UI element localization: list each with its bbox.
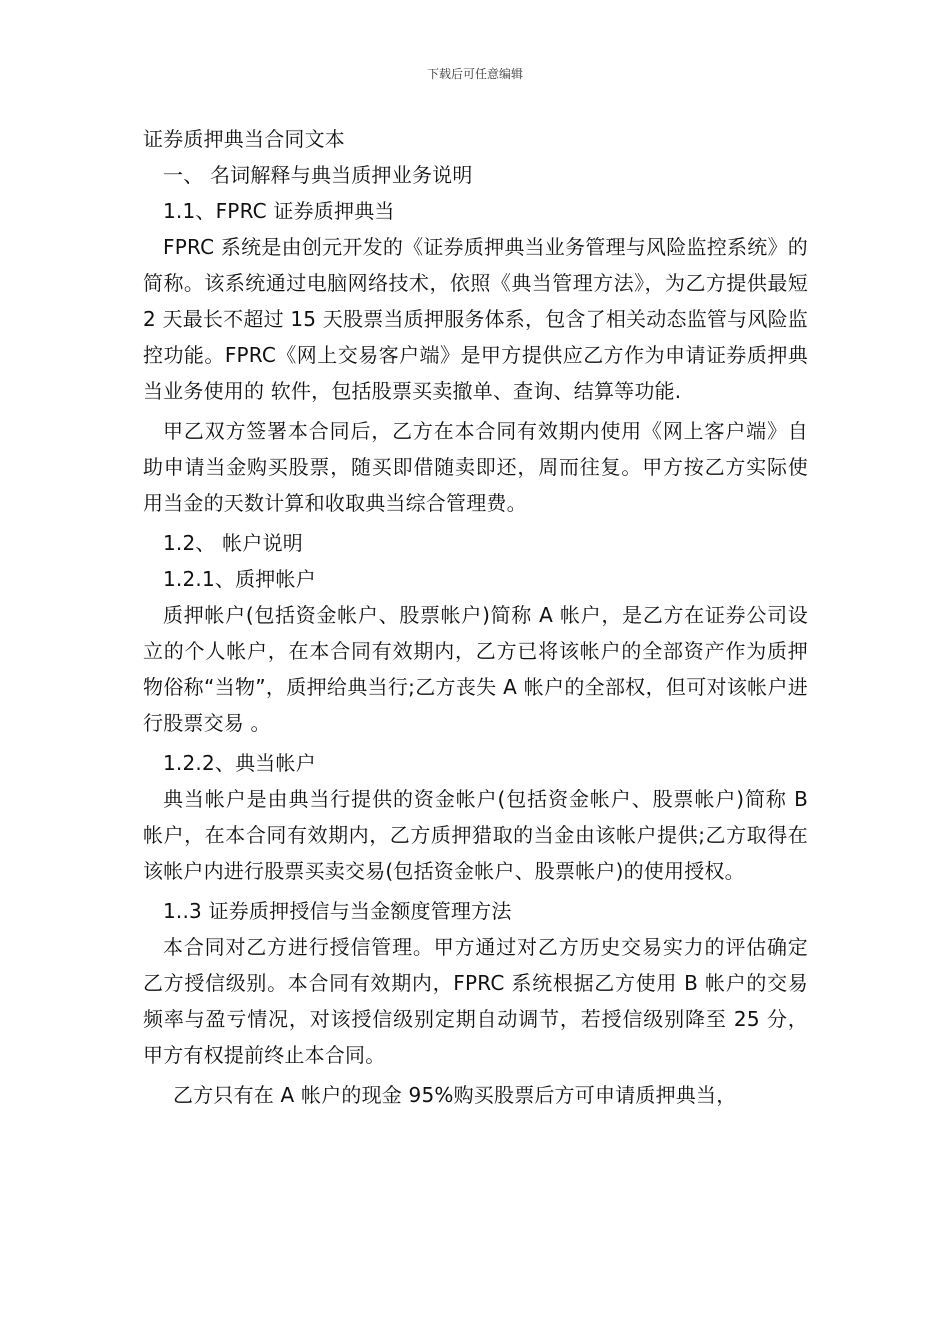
paragraph-1-1-a: FPRC 系统是由创元开发的《证券质押典当业务管理与风险监控系统》的简称。该系统通过电脑网络技术，依照《典当管理方法》，为乙方提供最短 2 天最长不超过 15 天股票当质押服务体系，包含了相关动态监管与风险监控功能。FPRC《网上交易客户端》是甲方提供应乙方作为申请证券质押典当业务使用的 软件，包括股票买卖撤单、查询、结算等功能. (143, 235, 808, 403)
document-title: 证券质押典当合同文本 (143, 127, 345, 151)
section-heading-1-2-2: 1.2.2、典当帐户 (163, 751, 316, 775)
document-body (143, 121, 808, 1113)
paragraph-1-3-a: 本合同对乙方进行授信管理。甲方通过对乙方历史交易实力的评估确定乙方授信级别。本合同有效期内，FPRC 系统根据乙方使用 B 帐户的交易频率与盈亏情况，对该授信级别定期自动调节，若授信级别降至 25 分，甲方有权提前终止本合同。 (143, 935, 808, 1067)
paragraph-1-2-1: 质押帐户(包括资金帐户、股票帐户)简称 A 帐户，是乙方在证券公司设立的个人帐户，在本合同有效期内，乙方已将该帐户的全部资产作为质押物俗称“当物”，质押给典当行;乙方丧失 A 帐户的全部权，但可对该帐户进行股票交易 。 (143, 603, 808, 735)
section-heading-1: 一、 名词解释与典当质押业务说明 (163, 163, 473, 187)
paragraph-1-1-b: 甲乙双方签署本合同后，乙方在本合同有效期内使用《网上客户端》自助申请当金购买股票，随买即借随卖即还，周而往复。甲方按乙方实际使用当金的天数计算和收取典当综合管理费。 (143, 419, 808, 515)
paragraph-1-3-b: 乙方只有在 A 帐户的现金 95%购买股票后方可申请质押典当， (173, 1083, 737, 1107)
section-heading-1-2: 1.2、 帐户说明 (163, 531, 303, 555)
section-heading-1-3: 1..3 证券质押授信与当金额度管理方法 (163, 899, 512, 923)
section-heading-1-1: 1.1、FPRC 证券质押典当 (163, 199, 395, 223)
header-note: 下载后可任意编辑 (426, 67, 523, 81)
paragraph-1-2-2: 典当帐户是由典当行提供的资金帐户(包括资金帐户、股票帐户)简称 B 帐户，在本合同有效期内，乙方质押猎取的当金由该帐户提供;乙方取得在该帐户内进行股票买卖交易(包括资金帐户、股票帐户)的使用授权。 (143, 787, 808, 883)
section-heading-1-2-1: 1.2.1、质押帐户 (163, 567, 316, 591)
